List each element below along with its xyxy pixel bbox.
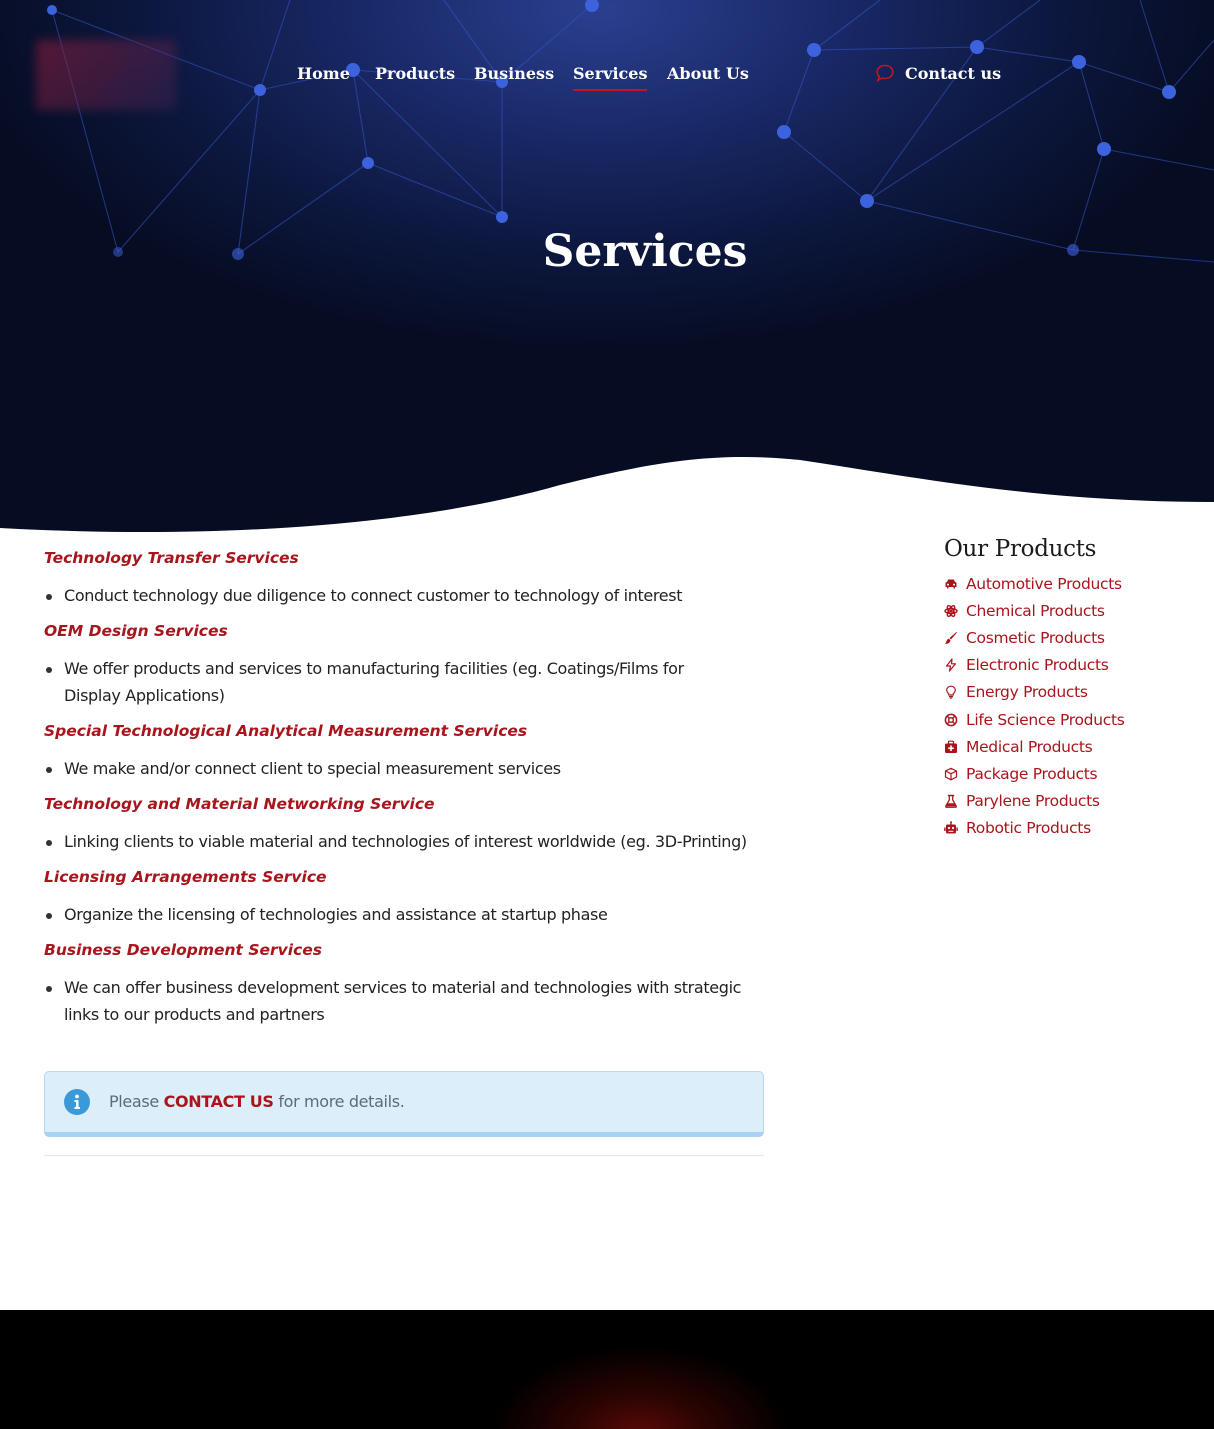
nav-contact-label: Contact us bbox=[905, 64, 1002, 83]
lightbulb-icon bbox=[944, 685, 958, 699]
service-item: Conduct technology due diligence to connect customer to technology of interest bbox=[44, 582, 764, 609]
robot-icon bbox=[944, 821, 958, 835]
sidebar-item-label[interactable]: Cosmetic Products bbox=[966, 628, 1105, 647]
sidebar-item-label[interactable]: Robotic Products bbox=[966, 819, 1091, 838]
service-list bbox=[44, 901, 764, 928]
atom-icon bbox=[944, 604, 958, 618]
sidebar-item-package[interactable] bbox=[944, 760, 1194, 787]
info-icon bbox=[64, 1089, 90, 1115]
nav-business[interactable]: Business bbox=[474, 64, 555, 83]
service-item: Organize the licensing of technologies and assistance at startup phase bbox=[44, 901, 764, 928]
contact-us-link[interactable]: CONTACT US bbox=[163, 1092, 274, 1111]
content-divider bbox=[44, 1155, 764, 1156]
service-list bbox=[44, 755, 764, 782]
service-item: We offer products and services to manufacturing facilities (eg. Coatings/Films for Display Applications) bbox=[44, 655, 744, 709]
service-heading: OEM Design Services bbox=[44, 622, 228, 640]
sidebar-item-label[interactable]: Parylene Products bbox=[966, 792, 1100, 811]
service-item: We make and/or connect client to special measurement services bbox=[44, 755, 764, 782]
sidebar-title: Our Products bbox=[944, 536, 1097, 562]
sidebar-item-robotic[interactable] bbox=[944, 815, 1194, 842]
medkit-icon bbox=[944, 740, 958, 754]
sidebar-item-energy[interactable] bbox=[944, 679, 1194, 706]
service-list bbox=[44, 582, 764, 609]
sidebar-item-label[interactable]: Automotive Products bbox=[966, 574, 1122, 593]
service-list bbox=[44, 655, 764, 709]
sidebar-item-parylene[interactable] bbox=[944, 788, 1194, 815]
hero-banner bbox=[0, 0, 1214, 540]
service-heading: Business Development Services bbox=[44, 941, 323, 959]
hero-wave bbox=[0, 430, 1214, 540]
brush-icon bbox=[944, 631, 958, 645]
sidebar-item-label[interactable]: Energy Products bbox=[966, 683, 1088, 702]
sidebar-item-automotive[interactable] bbox=[944, 570, 1194, 597]
sidebar-item-cosmetic[interactable] bbox=[944, 624, 1194, 651]
sidebar-item-label[interactable]: Electronic Products bbox=[966, 656, 1109, 675]
flask-icon bbox=[944, 794, 958, 808]
nav-about-us[interactable]: About Us bbox=[667, 64, 749, 83]
service-list bbox=[44, 828, 764, 855]
services-content bbox=[44, 546, 764, 1038]
product-list bbox=[944, 570, 1194, 842]
service-item: Linking clients to viable material and technologies of interest worldwide (eg. 3D-Printing) bbox=[44, 828, 764, 855]
sidebar-item-label[interactable]: Chemical Products bbox=[966, 601, 1105, 620]
alert-suffix: for more details. bbox=[278, 1092, 405, 1111]
alert-prefix: Please bbox=[109, 1092, 159, 1111]
car-icon bbox=[944, 577, 958, 591]
service-item: We can offer business development services to material and technologies with strategic links to our products and partners bbox=[44, 974, 764, 1028]
box-icon bbox=[944, 767, 958, 781]
sidebar-item-life-science[interactable] bbox=[944, 706, 1194, 733]
service-heading: Technology and Material Networking Service bbox=[44, 795, 435, 813]
service-heading: Special Technological Analytical Measurement Services bbox=[44, 722, 528, 740]
products-sidebar bbox=[944, 536, 1194, 842]
sidebar-item-label[interactable]: Life Science Products bbox=[966, 710, 1125, 729]
service-heading: Licensing Arrangements Service bbox=[44, 868, 327, 886]
site-footer bbox=[0, 1310, 1214, 1429]
nav-products[interactable]: Products bbox=[375, 64, 456, 83]
chat-bubble-icon bbox=[875, 63, 895, 83]
dna-icon bbox=[944, 713, 958, 727]
main-nav bbox=[0, 63, 1214, 93]
page-title: Services bbox=[542, 226, 748, 277]
sidebar-item-chemical[interactable] bbox=[944, 597, 1194, 624]
sidebar-item-label[interactable]: Package Products bbox=[966, 764, 1098, 783]
service-list bbox=[44, 974, 764, 1028]
alert-message bbox=[109, 1092, 404, 1111]
nav-contact-us[interactable] bbox=[875, 63, 1001, 85]
nav-home[interactable]: Home bbox=[297, 64, 350, 83]
nav-services[interactable]: Services bbox=[573, 64, 648, 83]
sidebar-item-medical[interactable] bbox=[944, 733, 1194, 760]
service-heading: Technology Transfer Services bbox=[44, 549, 299, 567]
sidebar-item-electronic[interactable] bbox=[944, 652, 1194, 679]
bolt-icon bbox=[944, 658, 958, 672]
info-alert bbox=[44, 1071, 764, 1137]
sidebar-item-label[interactable]: Medical Products bbox=[966, 737, 1093, 756]
